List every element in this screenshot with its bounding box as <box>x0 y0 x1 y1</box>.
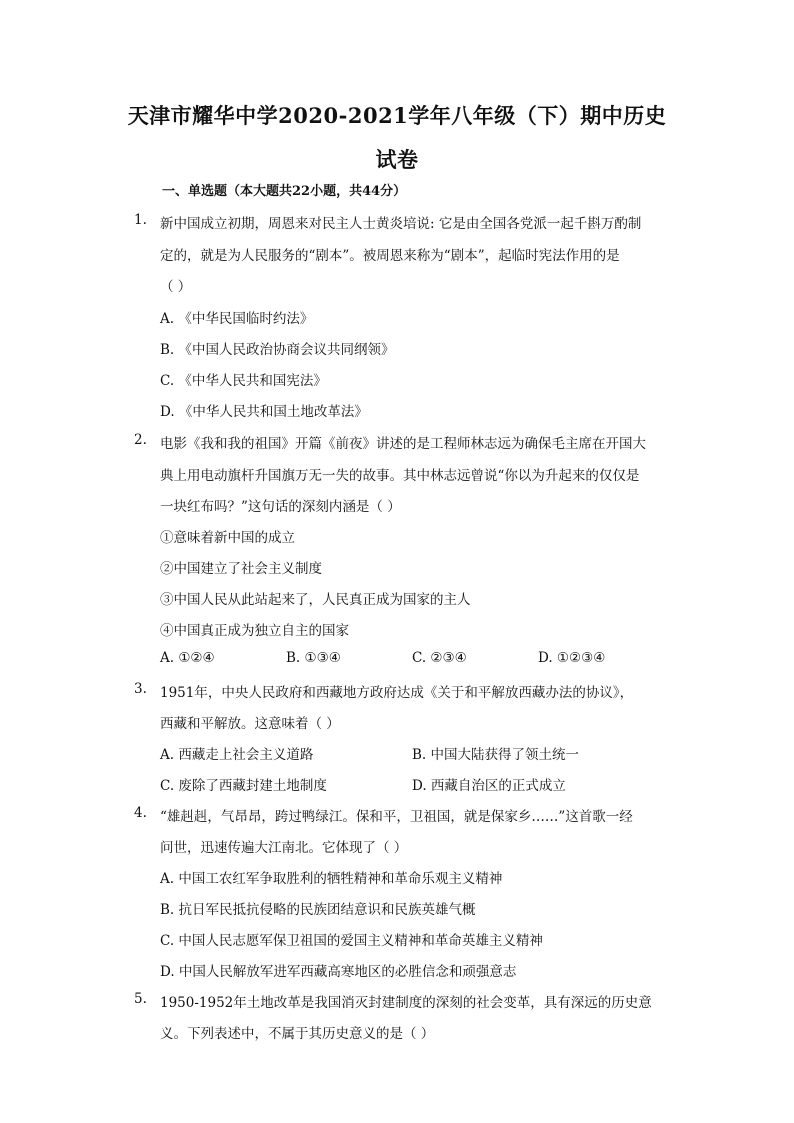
option-c: C. 《中华人民共和国宪法》 <box>160 373 327 389</box>
option-d: D. 西藏自治区的正式成立 <box>412 778 566 794</box>
statement-2: ②中国建立了社会主义制度 <box>160 561 322 577</box>
option-b: B. 中国大陆获得了领土统一 <box>412 747 580 763</box>
question-text-line: 西藏和平解放。这意味着（ ） <box>160 716 340 732</box>
question-text-line: 一块红布吗？”这句话的深刻内涵是（ ） <box>160 499 401 515</box>
exam-title-line1: 天津市耀华中学2020-2021学年八年级（下）期中历史 <box>127 103 667 128</box>
question-text-line: 义。下列表述中，不属于其历史意义的是（ ） <box>160 1026 435 1042</box>
question-number: 3. <box>134 681 147 697</box>
option-b: B. 《中国人民政治协商会议共同纲领》 <box>160 342 395 358</box>
question-text-line: 1950-1952年土地改革是我国消灭封建制度的深刻的社会变革，具有深远的历史意 <box>160 995 652 1011</box>
question-text-line: “雄赳赳，气昂昂，跨过鸭绿江。保和平，卫祖国，就是保家乡……”这首歌一经 <box>160 809 633 825</box>
option-d: D. 《中华人民共和国土地改革法》 <box>160 404 368 420</box>
option-b: B. 抗日军民抵抗侵略的民族团结意识和民族英雄气概 <box>160 902 476 918</box>
question-text-line: 1951年，中央人民政府和西藏地方政府达成《关于和平解放西藏办法的协议》， <box>160 685 634 701</box>
option-c: C. 废除了西藏封建土地制度 <box>160 778 327 794</box>
option-d: D. 中国人民解放军进军西藏高寒地区的必胜信念和顽强意志 <box>160 964 517 980</box>
section-heading: 一、单选题（本大题共22小题，共44分） <box>162 184 407 199</box>
question-number: 4. <box>134 805 147 821</box>
exam-title-line2: 试卷 <box>375 147 419 172</box>
question-text-line: 问世，迅速传遍大江南北。它体现了（ ） <box>160 840 408 856</box>
option-c: C. ②③④ <box>412 650 467 666</box>
option-a: A. 西藏走上社会主义道路 <box>160 747 314 763</box>
option-c: C. 中国人民志愿军保卫祖国的爱国主义精神和革命英雄主义精神 <box>160 933 543 949</box>
question-number: 1. <box>134 212 147 228</box>
question-text-line: 新中国成立初期，周恩来对民主人士黄炎培说: 它是由全国各党派一起千斟万酌制 <box>160 216 642 232</box>
statement-3: ③中国人民从此站起来了，人民真正成为国家的主人 <box>160 592 471 608</box>
question-text-line: 定的，就是为人民服务的“剧本”。被周恩来称为“剧本”，起临时宪法作用的是 <box>160 248 620 264</box>
option-a: A. ①②④ <box>160 650 215 666</box>
option-a: A. 《中华民国临时约法》 <box>160 311 314 327</box>
question-text-line: （ ） <box>160 279 192 295</box>
option-a: A. 中国工农红军争取胜利的牺牲精神和革命乐观主义精神 <box>160 871 503 887</box>
statement-4: ④中国真正成为独立自主的国家 <box>160 623 349 639</box>
question-text-line: 电影《我和我的祖国》开篇《前夜》讲述的是工程师林志远为确保毛主席在开国大 <box>160 436 646 452</box>
question-text-line: 典上用电动旗杆升国旗万无一失的故事。其中林志远曾说“你以为升起来的仅仅是 <box>160 468 640 484</box>
option-b: B. ①③④ <box>286 650 341 666</box>
question-number: 2. <box>134 432 147 448</box>
option-d: D. ①②③④ <box>538 650 606 666</box>
question-number: 5. <box>134 991 147 1007</box>
statement-1: ①意味着新中国的成立 <box>160 530 295 546</box>
